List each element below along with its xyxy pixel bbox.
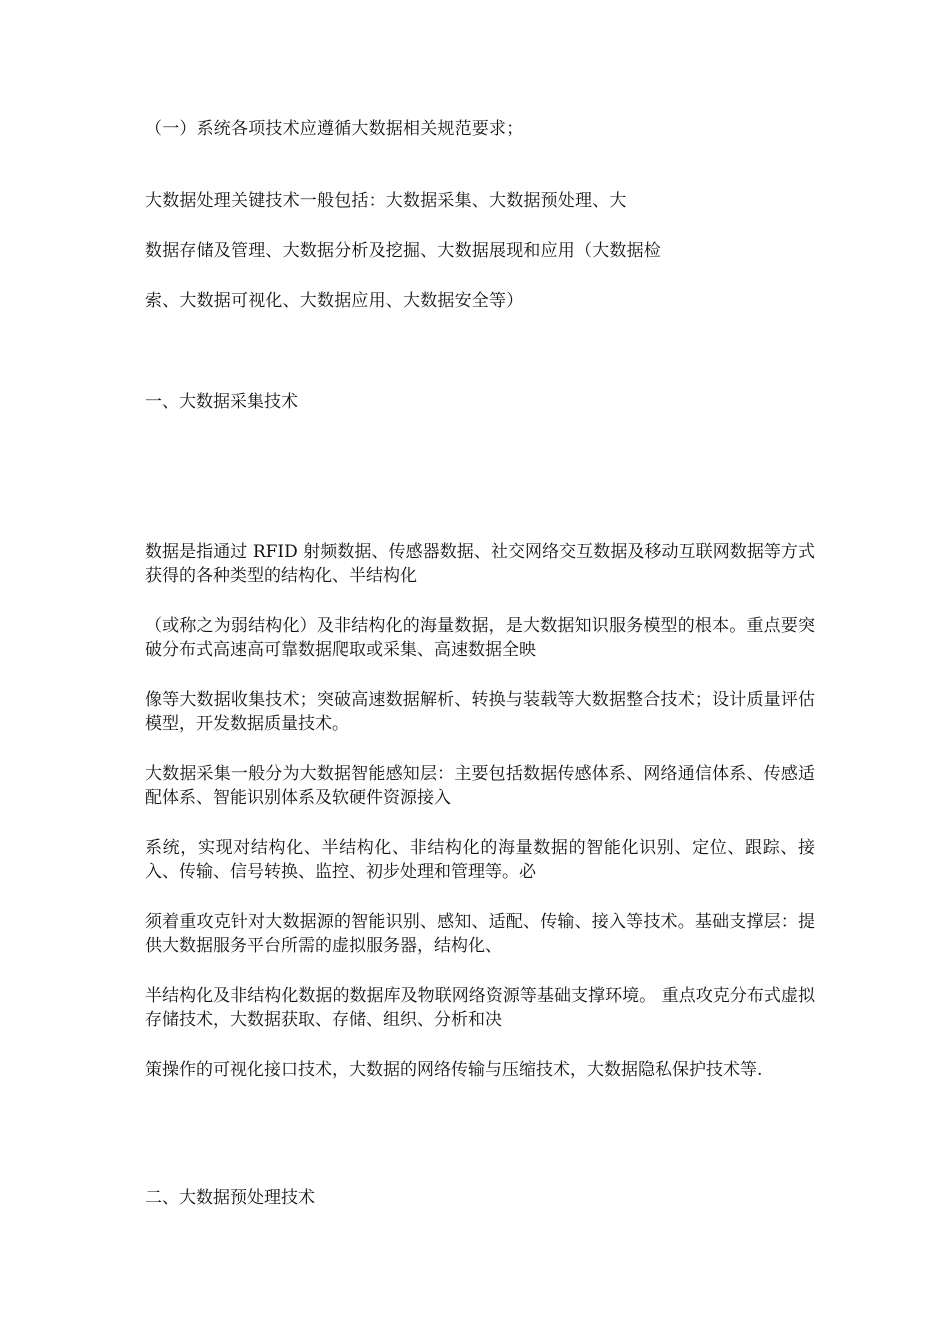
section-1-paragraph-4: 大数据采集一般分为大数据智能感知层：主要包括数据传感体系、网络通信体系、传感适配体系、智能识别体系及软硬件资源接入 xyxy=(145,764,815,808)
section-1-paragraph-1: 数据是指通过 RFID 射频数据、传感器数据、社交网络交互数据及移动互联网数据等方式获得的各种类型的结构化、半结构化 xyxy=(145,542,815,586)
section-1-paragraph-8: 策操作的可视化接口技术，大数据的网络传输与压缩技术，大数据隐私保护技术等. xyxy=(145,1060,763,1080)
key-tech-line-1: 大数据处理关键技术一般包括：大数据采集、大数据预处理、大 xyxy=(145,191,627,211)
key-tech-line-3: 索、大数据可视化、大数据应用、大数据安全等） xyxy=(145,291,524,311)
section-1-paragraph-2: （或称之为弱结构化）及非结构化的海量数据，是大数据知识服务模型的根本。重点要突破分布式高速高可靠数据爬取或采集、高速数据全映 xyxy=(145,616,815,660)
section-1-paragraph-3: 像等大数据收集技术；突破高速数据解析、转换与装载等大数据整合技术；设计质量评估模型，开发数据质量技术。 xyxy=(145,690,815,734)
key-tech-line-2: 数据存储及管理、大数据分析及挖掘、大数据展现和应用（大数据检 xyxy=(145,241,661,261)
section-1-paragraph-6: 须着重攻克针对大数据源的智能识别、感知、适配、传输、接入等技术。基础支撑层：提供大数据服务平台所需的虚拟服务器，结构化、 xyxy=(145,912,815,956)
section-1-paragraph-5: 系统，实现对结构化、半结构化、非结构化的海量数据的智能化识别、定位、跟踪、接入、传输、信号转换、监控、初步处理和管理等。必 xyxy=(145,838,815,882)
section-1-paragraph-7: 半结构化及非结构化数据的数据库及物联网络资源等基础支撑环境。 重点攻克分布式虚拟存储技术，大数据获取、存储、组织、分析和决 xyxy=(145,986,815,1030)
requirement-line: （一）系统各项技术应遵循大数据相关规范要求； xyxy=(145,119,524,139)
section-2-heading: 二、大数据预处理技术 xyxy=(145,1188,315,1208)
section-1-heading: 一、大数据采集技术 xyxy=(145,392,298,412)
